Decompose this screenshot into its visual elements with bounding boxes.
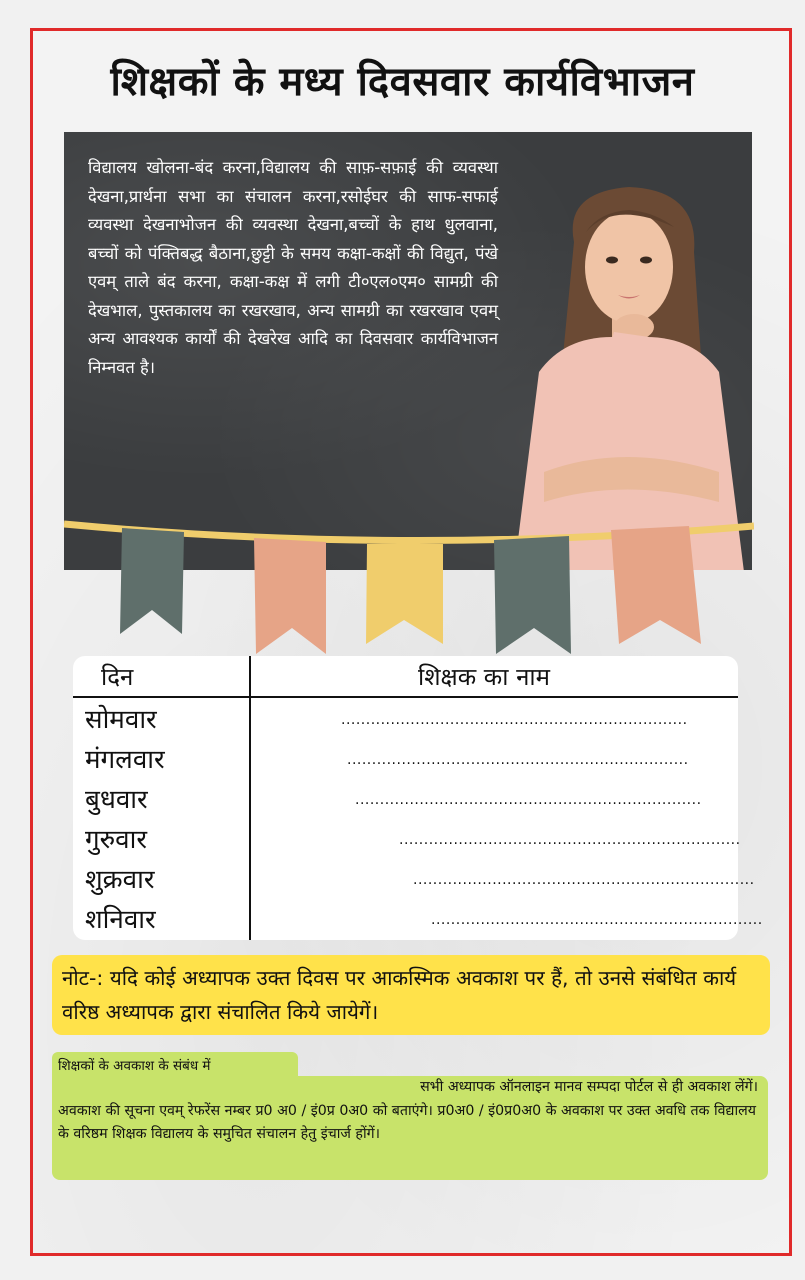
day-label: सोमवार bbox=[85, 705, 157, 735]
day-column-header: दिन bbox=[101, 663, 134, 691]
table-row bbox=[85, 780, 735, 818]
day-label: शुक्रवार bbox=[85, 865, 155, 895]
duty-table bbox=[73, 656, 763, 940]
table-row bbox=[85, 900, 763, 938]
note-box: नोट-: यदि कोई अध्यापक उक्त दिवस पर आकस्मिक अवकाश पर हैं, तो उनसे संबंधित कार्य वरिष्ठ अध्यापक द्वारा संचालित किये जायेगें। bbox=[52, 955, 770, 1035]
intro-text: विद्यालय खोलना-बंद करना,विद्यालय की साफ़-सफ़ाई की व्यवस्था देखना,प्रार्थना सभा का संचालन करना,रसोईघर की साफ-सफाई व्यवस्था देखनाभोजन की व्यवस्था देखना,बच्चों के हाथ धुलवाना, बच्चों को पंक्तिबद्ध बैठाना,छुट्टी के समय कक्षा-कक्षों की विद्युत, पंखे एवम् ताले बंद करना, कक्षा-कक्ष में लगी टी०एल०एम० सामग्री की देखभाल, पुस्तकालय का रखरखाव, अन्य सामग्री का रखरखाव एवम् अन्य आवश्यक कार्यों की देखरेख आदि का दिवसवार कार्यविभाजन निम्नवत है। bbox=[88, 158, 498, 377]
teacher-name-blank: ................................................................... bbox=[431, 912, 763, 928]
teacher-name-blank: ...................................................................... bbox=[341, 712, 688, 728]
header-divider bbox=[73, 696, 738, 698]
chalkboard-panel bbox=[64, 132, 752, 570]
teacher-illustration bbox=[504, 172, 752, 570]
leave-details: अवकाश की सूचना एवम् रेफरेंस नम्बर प्र0 अ0 / इं0प्र 0अ0 को बताएंगे। प्र0अ0 / इं0प्र0अ0 के अवकाश पर उक्त अवधि तक विद्यालय के वरिष्ठम शिक्षक विद्यालय के समुचित संचालन हेतु इंचार्ज होंगें। bbox=[58, 1102, 756, 1142]
table-row bbox=[85, 820, 741, 858]
teacher-name-blank: ...................................................................... bbox=[355, 792, 702, 808]
page-title: शिक्षकों के मध्य दिवसवार कार्यविभाजन bbox=[110, 59, 695, 105]
table-row bbox=[85, 860, 755, 898]
day-label: मंगलवार bbox=[85, 745, 165, 775]
leave-info-box bbox=[52, 1076, 768, 1180]
teacher-name-column-header: शिक्षक का नाम bbox=[418, 663, 550, 691]
day-label: शनिवार bbox=[85, 905, 156, 935]
day-label: बुधवार bbox=[85, 785, 148, 815]
teacher-name-blank: ..................................................................... bbox=[347, 752, 689, 768]
table-row bbox=[85, 700, 735, 738]
day-label: गुरुवार bbox=[85, 825, 148, 855]
leave-heading: शिक्षकों के अवकाश के संबंध में bbox=[52, 1052, 298, 1080]
leave-line-1: सभी अध्यापक ऑनलाइन मानव सम्पदा पोर्टल से ही अवकाश लेंगें। bbox=[420, 1079, 758, 1095]
table-row bbox=[85, 740, 735, 778]
teacher-name-blank: ..................................................................... bbox=[413, 872, 755, 888]
bunting-decoration bbox=[64, 516, 754, 656]
teacher-name-blank: ..................................................................... bbox=[399, 832, 741, 848]
